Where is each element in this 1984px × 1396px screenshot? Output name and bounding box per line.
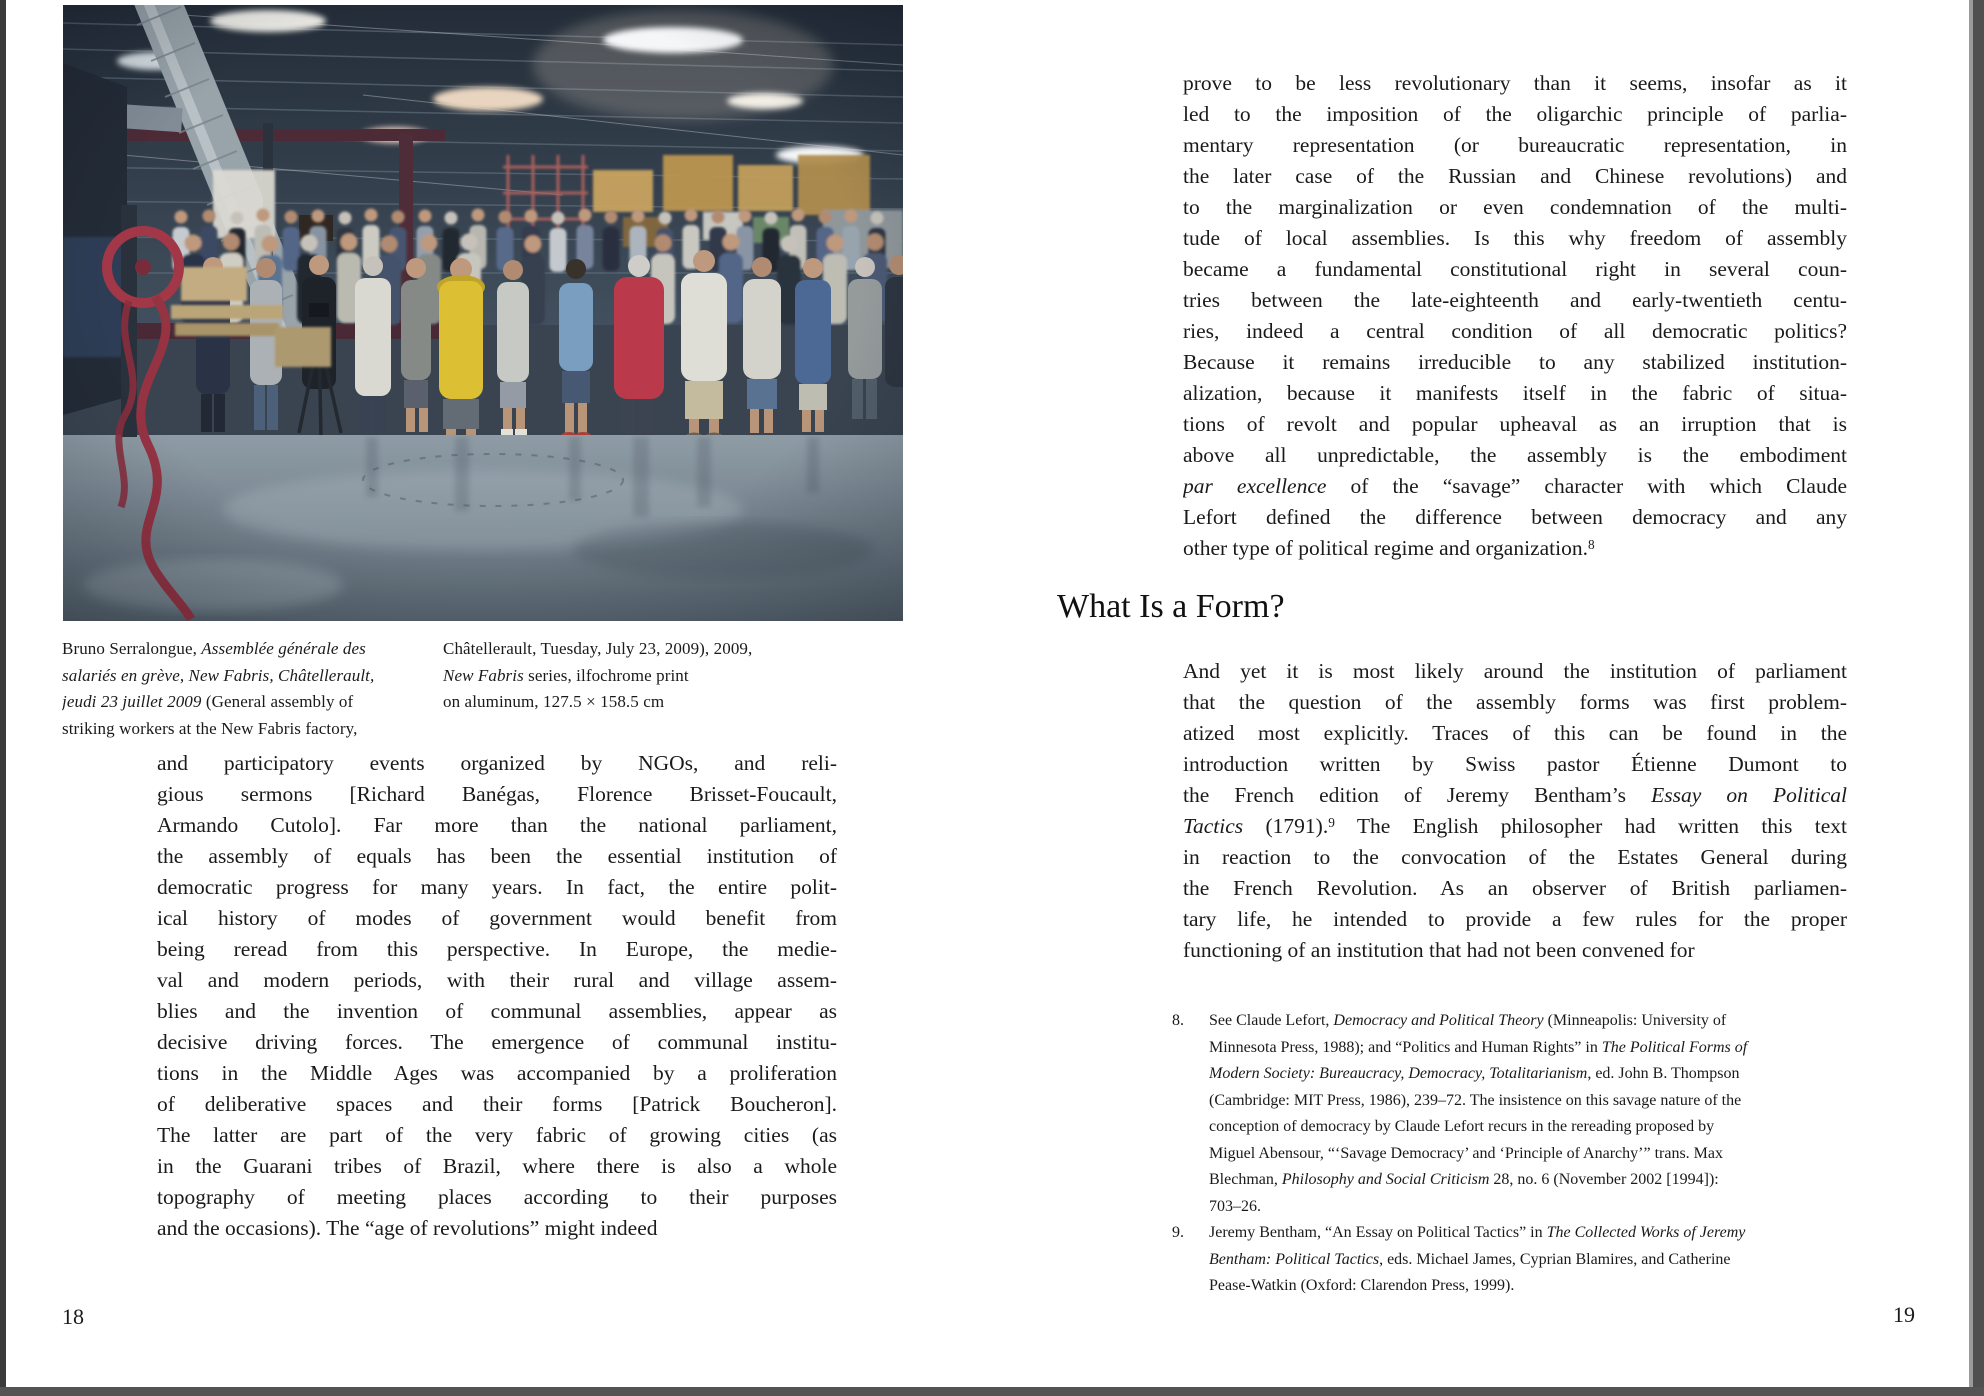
footnote-8-text: See Claude Lefort, Democracy and Political Theory (Minneapolis: University of Minnesota Press, 1988); and “Politics and Human Rights” in The Political Forms of Modern Society: Bureaucracy, Democracy, Totalitarianism, ed. John B. Thompson (Cambridge: MIT Press, 1986), 239–72. The insistence on this savage nature of the conception of democracy by Claude Lefort recurs in the rereading proposed by Miguel Abensour, “‘Savage Democracy’ and ‘Principle of Anarchy’” trans. Max Blechman, Philosophy and Social Criticism 28, no. 6 (November 2002 [1994]): 703–26. bbox=[1209, 1012, 1748, 1215]
page-number-left: 18 bbox=[62, 1304, 84, 1329]
scan-edge-left bbox=[0, 0, 6, 1396]
assembly-photo bbox=[63, 5, 903, 621]
scan-edge-bottom bbox=[0, 1387, 1984, 1396]
scan-edge-right bbox=[1973, 0, 1984, 1396]
section-heading: What Is a Form? bbox=[1057, 588, 1285, 625]
footnote-9-number: 9. bbox=[1172, 1224, 1184, 1241]
right-page-paragraph-2: And yet it is most likely around the institution of parliament that the question of the assembly forms was first problem- atized most explicitly. Traces of this can be found in the introduction written by Swiss pastor Étienne Dumont to the French edition of Jeremy Bentham’s Essay on Political Tactics (1791).$^9$ The English philosopher had written this text in reaction to the convocation of the Estates General during the French Revolution. As an observer of British parliamen- tary life, he intended to provide a few rules for the proper functioning of an institution that had not been convened for bbox=[1183, 659, 1847, 962]
photo-caption-column-1: Bruno Serralongue, Assemblée générale des salariés en grève, New Fabris, Châtellerault, jeudi 23 juillet 2009 (General assembly of striking workers at the New Fabris factory, bbox=[62, 639, 375, 738]
footnote-8-number: 8. bbox=[1172, 1012, 1184, 1029]
footnote-8 bbox=[1172, 1008, 1846, 1220]
photo-caption-column-2: Châtellerault, Tuesday, July 23, 2009), 2009, New Fabris series, ilfochrome print on aluminum, 127.5 × 158.5 cm bbox=[443, 639, 753, 711]
page-number-right: 19 bbox=[1893, 1302, 1915, 1327]
footnote-9 bbox=[1172, 1220, 1846, 1300]
photo-illustration bbox=[63, 5, 903, 621]
right-page-paragraph-1: prove to be less revolutionary than it seems, insofar as it led to the imposition of the oligarchic principle of parlia- mentary representation (or bureaucratic representation, in the later case of the Russian and Chinese revolutions) and to the marginalization or even condemnation of the multi- tude of local assemblies. Is this why freedom of assembly became a fundamental constitutional right in several coun- tries between the late-eighteenth and early-twentieth centu- ries, indeed a central condition of all democratic politics? Because it remains irreducible to any stabilized institution- alization, because it manifests itself in the fabric of situa- tions of revolt and popular upheaval as an irruption that is above all unpredictable, the assembly is the embodiment par excellence of the “savage” character with which Claude Lefort defined the difference between democracy and any other type of political regime and organization.$^8$ bbox=[1183, 71, 1847, 560]
footnote-9-text: Jeremy Bentham, “An Essay on Political Tactics” in The Collected Works of Jeremy Bentham: Political Tactics, eds. Michael James, Cyprian Blamires, and Catherine Pease-Watkin (Oxford: Clarendon Press, 1999). bbox=[1209, 1224, 1746, 1294]
footnotes-block bbox=[1172, 1008, 1846, 1300]
left-page-body-paragraph: and participatory events organized by NGOs, and reli- gious sermons [Richard Banégas, Florence Brisset-Foucault, Armando Cutolo]. Far more than the national parliament, the assembly of equals has been the essential institution of democratic progress for many years. In fact, the entire polit- ical history of modes of government would benefit from being reread from this perspective. In Europe, the medie- val and modern periods, with their rural and village assem- blies and the invention of communal assemblies, appear as decisive driving forces. The emergence of communal institu- tions in the Middle Ages was accompanied by a proliferation of deliberative spaces and their forms [Patrick Boucheron]. The latter are part of the very fabric of growing cities (as in the Guarani tribes of Brazil, where there is also a whole topography of meeting places according to their purposes and the occasions). The “age of revolutions” might indeed bbox=[157, 751, 837, 1240]
